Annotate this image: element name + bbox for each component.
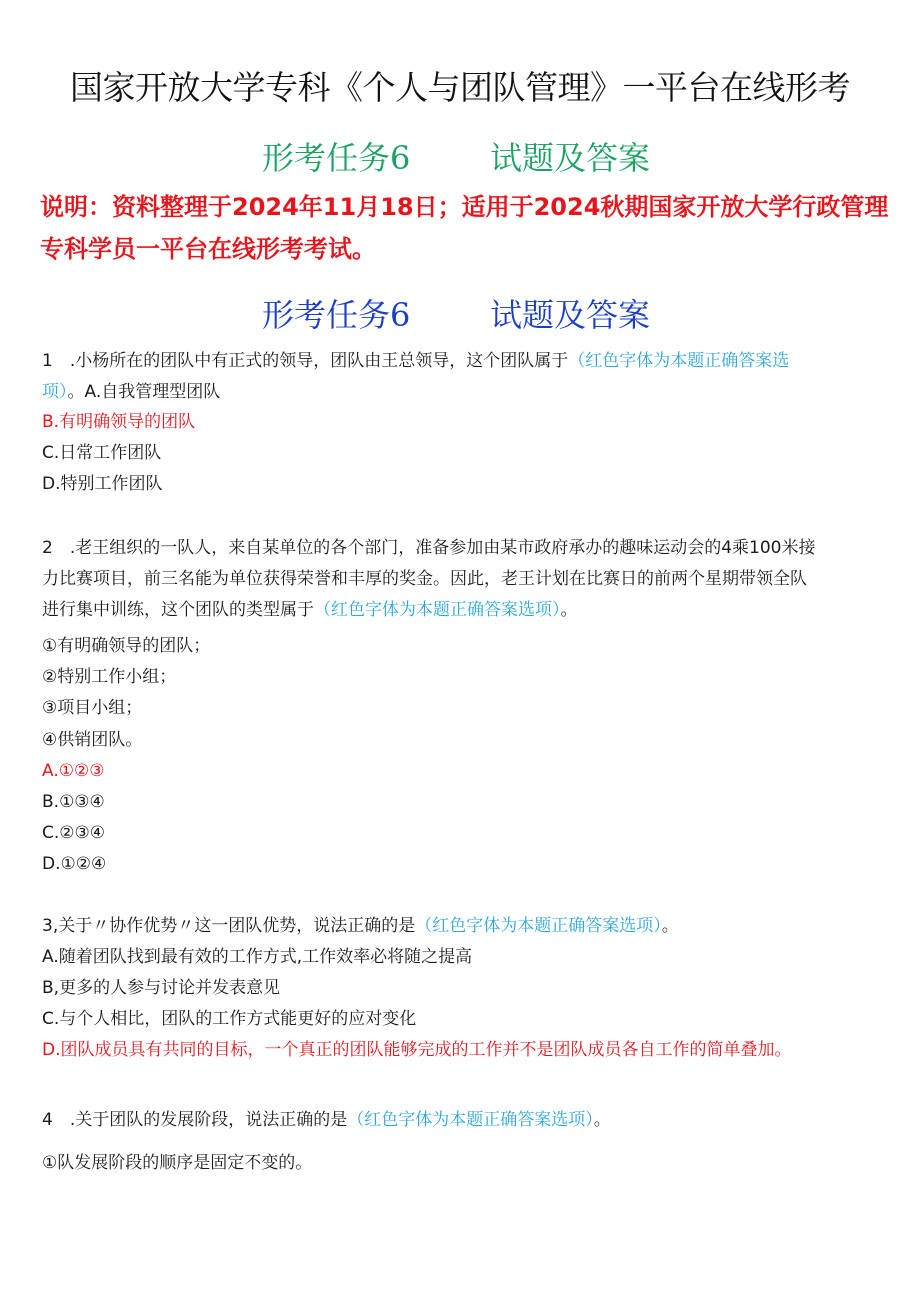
q1-hint: （红色字体为本题正确答案选	[568, 351, 790, 371]
q2-option-b: B.①③④	[42, 792, 105, 812]
q1-stem-cont: 项）。A.自我管理型团队	[42, 382, 221, 402]
q2-hint: （红色字体为本题正确答案选项）	[314, 600, 561, 620]
q3-option-c: C.与个人相比，团队的工作方式能更好的应对变化	[42, 1009, 417, 1029]
q4-hint: （红色字体为本题正确答案选项）	[347, 1110, 594, 1130]
q1-option-c: C.日常工作团队	[42, 443, 162, 463]
q2-stem-line1: 2 .老王组织的一队人，来自某单位的各个部门，准备参加由某市政府承办的趣味运动会的4乘100米接	[42, 538, 816, 558]
q4-stem: 4 .关于团队的发展阶段，说法正确的是（红色字体为本题正确答案选项）。	[42, 1110, 611, 1130]
q3-hint: （红色字体为本题正确答案选项）	[415, 916, 662, 936]
document-title: 国家开放大学专科《个人与团队管理》一平台在线形考	[70, 68, 850, 107]
q3-option-a: A.随着团队找到最有效的工作方式,工作效率必将随之提高	[42, 947, 473, 967]
q2-item-3: ③项目小组；	[42, 698, 143, 718]
answers-label: 试题及答案	[490, 139, 651, 177]
q3-option-b: B,更多的人参与讨论并发表意见	[42, 978, 281, 998]
document-note: 说明：资料整理于2024年11月18日；适用于2024秋期国家开放大学行政管理专科学员一平台在线形考考试。	[40, 193, 889, 263]
q2-item-4: ④供销团队。	[42, 730, 143, 750]
task-label: 形考任务6	[262, 139, 411, 177]
q2-stem-line2: 力比赛项目，前三名能为单位获得荣誉和丰厚的奖金。因此，老王计划在比赛日的前两个星期带领全队	[42, 569, 807, 589]
q2-option-d: D.①②④	[42, 854, 107, 874]
q2-item-2: ②特别工作小组；	[42, 667, 177, 687]
q3-option-d-correct: D.团队成员具有共同的目标，一个真正的团队能够完成的工作并不是团队成员各自工作的简单叠加。	[42, 1040, 792, 1060]
section-task-label: 形考任务6	[262, 296, 411, 334]
q1-option-d: D.特别工作团队	[42, 474, 163, 494]
q1-stem: 1 .小杨所在的团队中有正式的领导，团队由王总领导，这个团队属于（红色字体为本题正确答案选	[42, 351, 790, 371]
q2-item-1: ①有明确领导的团队；	[42, 636, 211, 656]
q2-stem-line3: 进行集中训练，这个团队的类型属于（红色字体为本题正确答案选项）。	[42, 600, 578, 620]
q4-item-1: ①队发展阶段的顺序是固定不变的。	[42, 1153, 313, 1173]
q2-option-c: C.②③④	[42, 823, 105, 843]
q3-stem: 3,关于〃协作优势〃这一团队优势，说法正确的是（红色字体为本题正确答案选项）。	[42, 916, 679, 936]
q1-option-b-correct: B.有明确领导的团队	[42, 412, 196, 432]
section-answers-label: 试题及答案	[490, 296, 651, 334]
q2-option-a-correct: A.①②③	[42, 761, 105, 781]
